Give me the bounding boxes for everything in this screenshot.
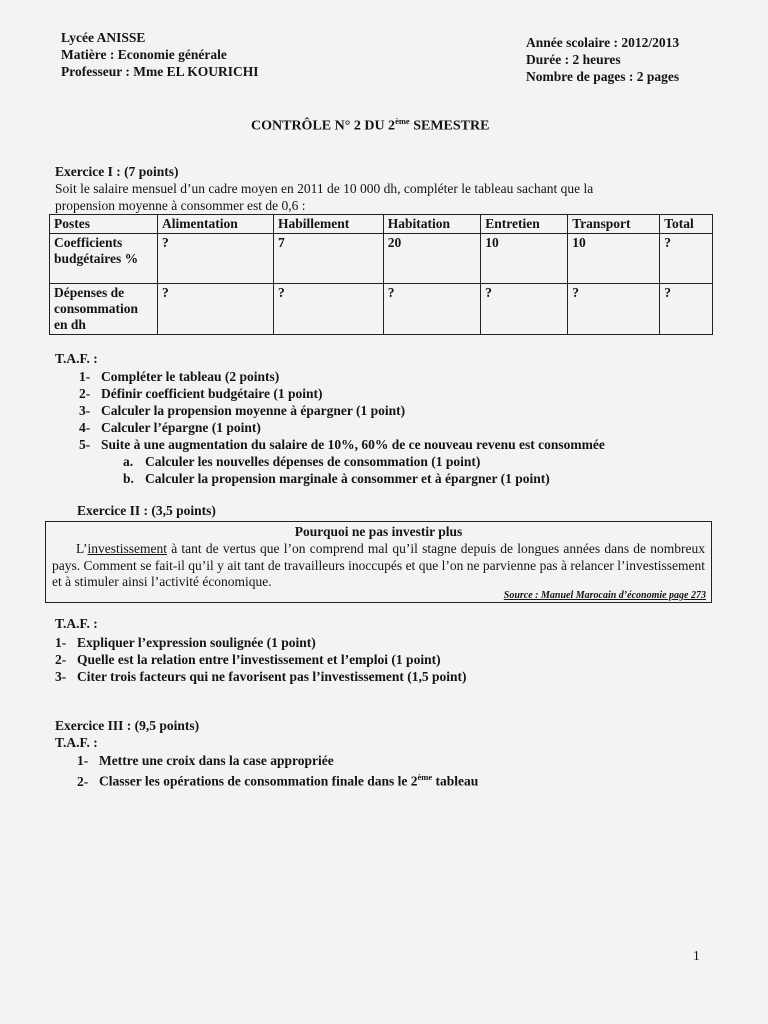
table-cell: 10 xyxy=(568,234,660,284)
table-header-cell: Alimentation xyxy=(158,215,274,234)
subject: Matière : Economie générale xyxy=(61,47,227,62)
table-cell: 10 xyxy=(481,234,568,284)
table-header-cell: Transport xyxy=(568,215,660,234)
exercise-2-taf: T.A.F. : xyxy=(55,616,98,631)
budget-table xyxy=(49,214,713,335)
list-item: 1- Compléter le tableau (2 points) xyxy=(79,369,280,384)
header-right xyxy=(526,34,679,85)
table-cell: ? xyxy=(481,284,568,335)
exercise-1-subtasks xyxy=(123,453,550,487)
page-number: 1 xyxy=(693,948,700,963)
table-header-cell: Total xyxy=(660,215,713,234)
page-title: CONTRÔLE N° 2 DU 2ème SEMESTRE xyxy=(251,116,490,134)
exercise-1-taf: T.A.F. : xyxy=(55,351,98,366)
table-header-row xyxy=(50,215,713,234)
row-label: Dépenses de consommation en dh xyxy=(50,284,158,335)
underlined-term: investissement xyxy=(87,541,168,556)
header-left xyxy=(61,29,258,80)
list-item: 2- Classer les opérations de consommation finale dans le 2ème tableau xyxy=(77,772,479,789)
list-item: 1- Mettre une croix dans la case appropriée xyxy=(77,753,334,768)
exercise-2-tasks xyxy=(55,634,466,685)
exercise-3-tasks xyxy=(77,752,478,790)
table-cell: ? xyxy=(660,234,713,284)
exercise-2-heading: Exercice II : (3,5 points) xyxy=(77,503,216,518)
table-cell: 7 xyxy=(273,234,383,284)
exercise-3-taf: T.A.F. : xyxy=(55,735,98,750)
school-year: Année scolaire : 2012/2013 xyxy=(526,35,680,50)
table-header-cell: Habillement xyxy=(273,215,383,234)
list-item: 5- Suite à une augmentation du salaire de 10%, 60% de ce nouveau revenu est consommée xyxy=(79,437,605,452)
table-cell: ? xyxy=(383,284,481,335)
school-name: Lycée ANISSE xyxy=(61,30,146,45)
list-item: b. Calculer la propension marginale à consommer et à épargner (1 point) xyxy=(123,471,550,486)
exercise-3-heading: Exercice III : (9,5 points) xyxy=(55,718,200,733)
teacher: Professeur : Mme EL KOURICHI xyxy=(61,64,259,79)
duration: Durée : 2 heures xyxy=(526,52,621,67)
box-paragraph: L’investissement à tant de vertus que l’on comprend mal qu’il stagne depuis de longues années dans de nombreux pays. Comment se fait-il qu’il y ait tant de travailleurs inoccupés et que l’on ne parvienne pas à relancer l’investissement et à stimuler ainsi l’activité économique. xyxy=(52,541,705,589)
list-item: 3- Calculer la propension moyenne à épargner (1 point) xyxy=(79,403,406,418)
table-cell: ? xyxy=(660,284,713,335)
table-header-cell: Habitation xyxy=(383,215,481,234)
table-cell: 20 xyxy=(383,234,481,284)
list-item: 4- Calculer l’épargne (1 point) xyxy=(79,420,261,435)
page-count: Nombre de pages : 2 pages xyxy=(526,69,680,84)
box-title: Pourquoi ne pas investir plus xyxy=(294,524,463,539)
source-note: Source : Manuel Marocain d’économie page 273 xyxy=(503,590,706,601)
row-label: Coefficients budgétaires % xyxy=(50,234,158,284)
table-cell: ? xyxy=(568,284,660,335)
list-item: 2- Définir coefficient budgétaire (1 point) xyxy=(79,386,323,401)
exercise-1-heading: Exercice I : (7 points) xyxy=(55,164,179,179)
table-row xyxy=(50,284,713,335)
table-cell: ? xyxy=(158,234,274,284)
exercise-1-intro: Soit le salaire mensuel d’un cadre moyen en 2011 de 10 000 dh, compléter le tableau sachant que la propension moyenne à consommer est de 0,6 : xyxy=(55,181,594,213)
table-header-cell: Entretien xyxy=(481,215,568,234)
list-item: 2- Quelle est la relation entre l’investissement et l’emploi (1 point) xyxy=(55,652,441,667)
table-header-cell: Postes xyxy=(50,215,158,234)
list-item: 3- Citer trois facteurs qui ne favorisent pas l’investissement (1,5 point) xyxy=(55,669,467,684)
exercise-1-tasks xyxy=(79,368,605,453)
text-box xyxy=(45,521,712,603)
list-item: 1- Expliquer l’expression soulignée (1 point) xyxy=(55,635,316,650)
table-cell: ? xyxy=(273,284,383,335)
table-cell: ? xyxy=(158,284,274,335)
table-row xyxy=(50,234,713,284)
list-item: a. Calculer les nouvelles dépenses de consommation (1 point) xyxy=(123,454,481,469)
